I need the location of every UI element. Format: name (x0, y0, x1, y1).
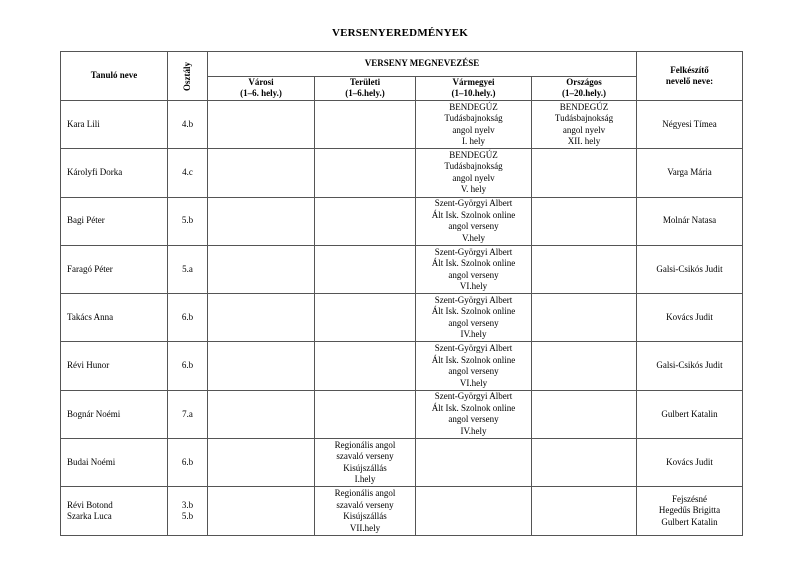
cell-text-line: Szent-Györgyi Albert (434, 246, 513, 257)
orszagos-result-cell (532, 390, 637, 438)
teacher-cell (637, 487, 743, 535)
cell-text-line: angol nyelv (562, 124, 606, 135)
results-table (60, 51, 743, 536)
level-header-varmegyei (416, 76, 532, 101)
cell-text-line: Szarka Luca (67, 511, 112, 522)
cell-text-line: 4.b (181, 118, 194, 129)
cell-text-line: Hegedűs Brigitta (658, 505, 721, 516)
cell-text-line: V.hely (461, 232, 486, 243)
cell-text-line: I. hely (462, 136, 485, 147)
class-header (168, 52, 208, 101)
cell-text-line: Varga Mária (667, 167, 712, 178)
cell-text-line: Kisújszállás (343, 511, 387, 522)
cell-text-line: 3.b (181, 499, 194, 510)
class-header-label: Osztály (181, 61, 192, 91)
cell-text-line: Kovács Judit (666, 312, 713, 323)
varosi-result-cell (208, 487, 315, 535)
cell-text-line: IV.hely (460, 329, 487, 340)
teacher-cell (637, 294, 743, 342)
table-row (61, 487, 743, 535)
student-name-cell (61, 294, 168, 342)
teruleti-result-cell (315, 245, 416, 293)
cell-text-line: Szent-Györgyi Albert (434, 343, 513, 354)
teruleti-result-cell (315, 101, 416, 149)
table-row (61, 390, 743, 438)
orszagos-result-cell (532, 439, 637, 487)
table-row (61, 197, 743, 245)
level-range: (1–20.hely.) (562, 88, 606, 99)
student-name-cell (61, 101, 168, 149)
orszagos-result-cell (532, 487, 637, 535)
cell-text-line: Kovács Judit (666, 456, 713, 467)
cell-text-line: Ált Isk. Szolnok online (431, 306, 516, 317)
cell-text-line: Szent-Györgyi Albert (434, 391, 513, 402)
teacher-header-line-1: Felkészítő (670, 64, 709, 75)
varosi-result-cell (208, 101, 315, 149)
cell-text-line: Gulbert Katalin (661, 408, 718, 419)
cell-text-line: Ált Isk. Szolnok online (431, 354, 516, 365)
cell-text-line: Szent-Györgyi Albert (434, 198, 513, 209)
orszagos-result-cell (532, 342, 637, 390)
cell-text-line: Fejszésné (672, 493, 708, 504)
cell-text-line: Révi Botond (67, 499, 113, 510)
class-cell (168, 294, 208, 342)
teruleti-result-cell (315, 197, 416, 245)
student-name-cell (61, 245, 168, 293)
cell-text-line: Ált Isk. Szolnok online (431, 402, 516, 413)
varosi-result-cell (208, 149, 315, 197)
teacher-header-line-2: nevelő neve: (665, 76, 714, 86)
cell-text-line: Ált Isk. Szolnok online (431, 209, 516, 220)
cell-text-line: BENDEGÚZ (449, 101, 498, 112)
cell-text-line: Gulbert Katalin (661, 516, 718, 527)
cell-text-line: BENDEGÚZ (449, 149, 498, 160)
cell-text-line: 4.c (182, 167, 193, 178)
results-body (61, 101, 743, 536)
cell-text-line: szavaló verseny (336, 451, 394, 462)
cell-text-line: 5.a (182, 263, 193, 274)
varmegyei-result-cell (416, 342, 532, 390)
level-name: Országos (566, 76, 602, 87)
cell-text-line: Kara Lili (67, 118, 100, 129)
level-range: (1–6.hely.) (345, 88, 385, 99)
teacher-cell (637, 197, 743, 245)
orszagos-result-cell (532, 197, 637, 245)
cell-text-line: Károlyfi Dorka (67, 167, 123, 178)
teruleti-result-cell (315, 390, 416, 438)
teruleti-result-cell (315, 439, 416, 487)
teacher-cell (637, 101, 743, 149)
varmegyei-result-cell (416, 390, 532, 438)
varosi-result-cell (208, 245, 315, 293)
cell-text-line: angol nyelv (452, 172, 495, 183)
varosi-result-cell (208, 342, 315, 390)
varosi-result-cell (208, 390, 315, 438)
class-cell (168, 101, 208, 149)
class-cell (168, 149, 208, 197)
cell-text-line: VI.hely (459, 377, 488, 388)
varmegyei-result-cell (416, 487, 532, 535)
varmegyei-result-cell (416, 149, 532, 197)
level-header-varosi (208, 76, 315, 101)
student-name-cell (61, 390, 168, 438)
cell-text-line: VII.hely (349, 522, 381, 533)
cell-text-line: Bagi Péter (67, 215, 105, 226)
cell-text-line: IV.hely (460, 425, 487, 436)
student-name-cell (61, 487, 168, 535)
level-header-orszagos (532, 76, 637, 101)
teacher-cell (637, 245, 743, 293)
cell-text-line: BENDEGÚZ (559, 101, 609, 112)
varmegyei-result-cell (416, 294, 532, 342)
student-name-cell (61, 197, 168, 245)
cell-text-line: Bognár Noémi (67, 408, 121, 419)
teruleti-result-cell (315, 149, 416, 197)
cell-text-line: 5.b (181, 215, 194, 226)
level-name: Területi (349, 76, 381, 87)
varmegyei-result-cell (416, 439, 532, 487)
cell-text-line: angol verseny (448, 366, 499, 377)
teacher-cell (637, 390, 743, 438)
cell-text-line: V. hely (460, 184, 487, 195)
teacher-cell (637, 342, 743, 390)
varmegyei-result-cell (416, 197, 532, 245)
cell-text-line: Molnár Natasa (662, 215, 717, 226)
table-row (61, 101, 743, 149)
cell-text-line: Ált Isk. Szolnok online (431, 258, 516, 269)
cell-text-line: szavaló verseny (336, 499, 394, 510)
cell-text-line: Regionális angol (334, 488, 396, 499)
orszagos-result-cell (532, 101, 637, 149)
cell-text-line: 6.b (181, 456, 194, 467)
varmegyei-result-cell (416, 245, 532, 293)
document-title: VERSENYEREDMÉNYEK (331, 27, 469, 39)
class-cell (168, 342, 208, 390)
cell-text-line: Kisújszállás (343, 462, 387, 473)
varosi-result-cell (208, 294, 315, 342)
cell-text-line: Regionális angol (334, 439, 396, 450)
table-row (61, 439, 743, 487)
student-name-cell (61, 342, 168, 390)
cell-text-line: angol verseny (448, 221, 499, 232)
cell-text-line: Galsi-Csikós Judit (656, 360, 723, 371)
varosi-result-cell (208, 439, 315, 487)
cell-text-line: Tudásbajnokság (444, 113, 503, 124)
cell-text-line: I.hely (354, 474, 376, 485)
class-cell (168, 390, 208, 438)
cell-text-line: 6.b (181, 360, 194, 371)
cell-text-line: VI.hely (459, 281, 488, 292)
cell-text-line: Tudásbajnokság (554, 113, 614, 124)
cell-text-line: Révi Hunor (67, 360, 110, 371)
student-name-header: Tanuló neve (61, 52, 168, 101)
varosi-result-cell (208, 197, 315, 245)
student-name-cell (61, 439, 168, 487)
class-cell (168, 439, 208, 487)
class-cell (168, 245, 208, 293)
cell-text-line: Faragó Péter (67, 263, 113, 274)
cell-text-line: 6.b (181, 312, 194, 323)
teacher-header (637, 52, 743, 101)
table-row (61, 149, 743, 197)
competition-header: VERSENY MEGNEVEZÉSE (208, 52, 637, 77)
cell-text-line: Szent-Györgyi Albert (434, 294, 513, 305)
varmegyei-result-cell (416, 101, 532, 149)
cell-text-line: 7.a (182, 408, 193, 419)
cell-text-line: Takács Anna (67, 312, 114, 323)
cell-text-line: angol verseny (448, 269, 499, 280)
class-cell (168, 197, 208, 245)
orszagos-result-cell (532, 245, 637, 293)
cell-text-line: angol nyelv (452, 124, 495, 135)
level-name: Városi (248, 76, 274, 87)
cell-text-line: Budai Noémi (67, 456, 116, 467)
cell-text-line: Galsi-Csikós Judit (656, 263, 723, 274)
student-name-cell (61, 149, 168, 197)
cell-text-line: 5.b (181, 511, 194, 522)
orszagos-result-cell (532, 294, 637, 342)
teruleti-result-cell (315, 487, 416, 535)
level-range: (1–6. hely.) (240, 88, 282, 99)
level-name: Vármegyei (452, 76, 495, 87)
teacher-cell (637, 149, 743, 197)
table-row (61, 245, 743, 293)
cell-text-line: XII. hely (567, 136, 601, 147)
teruleti-result-cell (315, 294, 416, 342)
cell-text-line: Négyesi Tímea (662, 118, 717, 129)
teacher-cell (637, 439, 743, 487)
teruleti-result-cell (315, 342, 416, 390)
level-header-teruleti (315, 76, 416, 101)
orszagos-result-cell (532, 149, 637, 197)
level-range: (1–10.hely.) (451, 88, 496, 99)
class-cell (168, 487, 208, 535)
cell-text-line: angol verseny (448, 317, 499, 328)
cell-text-line: Tudásbajnokság (444, 161, 503, 172)
table-row (61, 294, 743, 342)
cell-text-line: angol verseny (448, 414, 499, 425)
table-row (61, 342, 743, 390)
